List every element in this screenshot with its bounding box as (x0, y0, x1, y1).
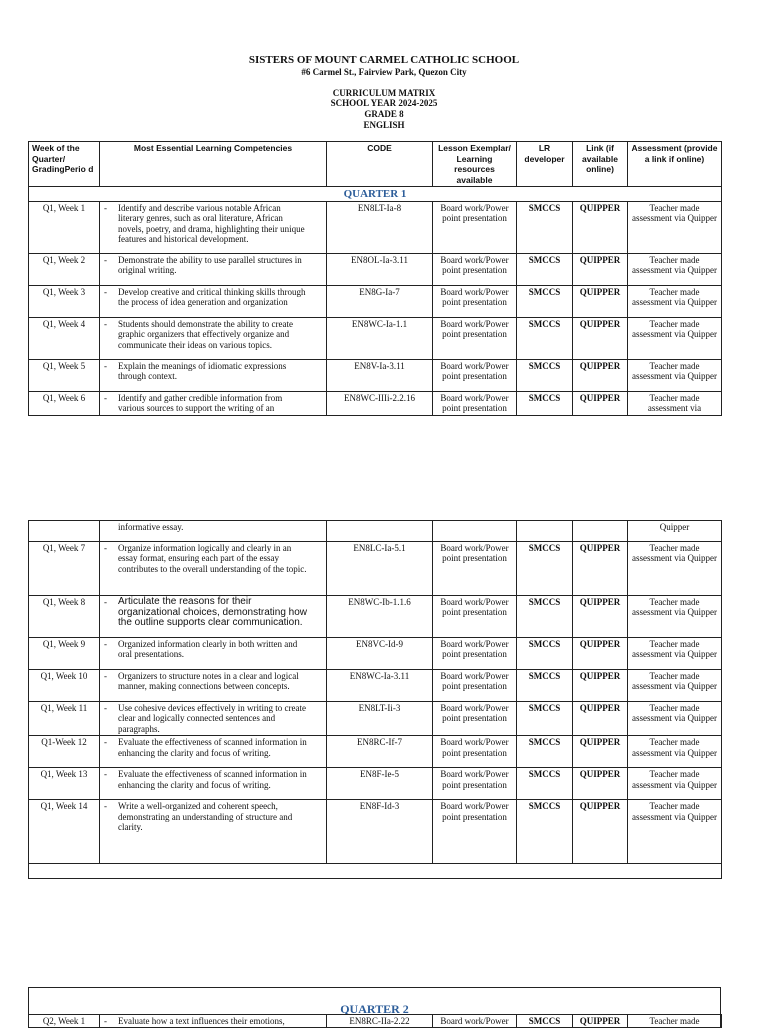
competency-text: Organize information logically and clearly in an essay format, ensuring each part of the essay contributes to the overall understanding of the topic. (118, 543, 307, 574)
code-cell: EN8RC-If-7 (327, 736, 433, 768)
lr-developer-cell: SMCCS (517, 286, 573, 318)
code-cell: EN8WC-Ia-3.11 (327, 670, 433, 702)
quarter-1-label: QUARTER 1 (29, 187, 722, 202)
assessment-cell: Teacher made assessment via Quipper (628, 670, 722, 702)
week-cell: Q1, Week 14 (29, 800, 100, 864)
assessment-cell: Teacher made assessment via Quipper (628, 736, 722, 768)
header-link: Link (if available online) (573, 142, 628, 187)
lr-developer-cell: SMCCS (517, 768, 573, 800)
link-cell: QUIPPER (573, 638, 628, 670)
competency-text: Organizers to structure notes in a clear and logical manner, making connections between concepts. (118, 671, 299, 692)
week-cell: Q1, Week 3 (29, 286, 100, 318)
table-row-empty (29, 864, 722, 879)
competency-text: Identify and gather credible information from various sources to support the writing of an (118, 393, 283, 414)
lesson-cell: Board work/Power point presentation (433, 638, 517, 670)
competency-text: Students should demonstrate the ability to create graphic organizers that effectively organize and communicate their ideas on various topics. (118, 319, 293, 350)
link-cell: QUIPPER (573, 360, 628, 392)
code-cell: EN8LT-Ii-3 (327, 702, 433, 736)
lesson-cell: Board work/Power (433, 1015, 517, 1028)
lr-developer-cell: SMCCS (517, 638, 573, 670)
lr-developer-cell: SMCCS (517, 318, 573, 360)
bullet-dash: - (104, 769, 107, 780)
bullet-dash: - (104, 203, 107, 213)
bullet-dash: - (104, 703, 107, 713)
lr-developer-cell: SMCCS (517, 596, 573, 638)
link-cell: QUIPPER (573, 768, 628, 800)
table-row (29, 736, 722, 768)
quarter-2-label: QUARTER 2 (340, 1002, 409, 1016)
link-cell: QUIPPER (573, 202, 628, 254)
bullet-dash: - (104, 597, 107, 607)
table-row (29, 638, 722, 670)
link-cell: QUIPPER (573, 392, 628, 416)
week-cell: Q1, Week 2 (29, 254, 100, 286)
link-cell: QUIPPER (573, 702, 628, 736)
week-cell: Q1, Week 8 (29, 596, 100, 638)
competency-text: informative essay. (118, 522, 184, 532)
table-row (29, 596, 722, 638)
bullet-dash: - (104, 671, 107, 681)
table-row (29, 702, 722, 736)
lr-developer-cell: SMCCS (517, 736, 573, 768)
table-row (29, 670, 722, 702)
week-cell: Q1, Week 4 (29, 318, 100, 360)
assessment-cell: Teacher made assessment via (628, 392, 722, 416)
lr-developer-cell: SMCCS (517, 254, 573, 286)
assessment-cell: Teacher made assessment via Quipper (628, 800, 722, 864)
table-row (29, 254, 722, 286)
school-name: SISTERS OF MOUNT CARMEL CATHOLIC SCHOOL (248, 54, 520, 66)
competency-text: Use cohesive devices effectively in writing to create clear and logically connected sentences and paragraphs. (118, 703, 307, 734)
code-cell: EN8LC-Ia-5.1 (327, 542, 433, 596)
assessment-cell: Quipper (628, 521, 722, 542)
link-cell: QUIPPER (573, 318, 628, 360)
lr-developer-cell: SMCCS (517, 1015, 573, 1028)
link-cell: QUIPPER (573, 670, 628, 702)
lesson-cell: Board work/Power point presentation (433, 596, 517, 638)
week-cell: Q1, Week 6 (29, 392, 100, 416)
header-lr-developer: LR developer (517, 142, 573, 187)
code-cell: EN8V-Ia-3.11 (327, 360, 433, 392)
code-cell: EN8F-Ie-5 (327, 768, 433, 800)
competency-text: Organized information clearly in both written and oral presentations. (118, 639, 298, 660)
competency-text: Evaluate how a text influences their emotions, (118, 1016, 285, 1026)
assessment-cell: Teacher made assessment via Quipper (628, 202, 722, 254)
curriculum-table-page2 (28, 520, 722, 879)
assessment-cell: Teacher made assessment via Quipper (628, 638, 722, 670)
assessment-cell: Teacher made assessment via Quipper (628, 254, 722, 286)
link-cell: QUIPPER (573, 736, 628, 768)
table-row-continuation (29, 521, 722, 542)
lesson-cell: Board work/Power point presentation (433, 800, 517, 864)
link-cell: QUIPPER (573, 800, 628, 864)
header-lesson: Lesson Exemplar/ Learning resources available (433, 142, 517, 187)
lr-developer-cell: SMCCS (517, 202, 573, 254)
link-cell: QUIPPER (573, 1015, 628, 1028)
competency-text: Identify and describe various notable African literary genres, such as oral literature, African novels, poetry, and drama, highlighting their unique features and historical development. (118, 203, 305, 245)
header-code: CODE (327, 142, 433, 187)
competency-text: Explain the meanings of idiomatic expressions through context. (118, 361, 287, 382)
lesson-cell: Board work/Power point presentation (433, 736, 517, 768)
lesson-cell: Board work/Power point presentation (433, 360, 517, 392)
table-row (29, 1015, 722, 1028)
lesson-cell: Board work/Power point presentation (433, 670, 517, 702)
code-cell: EN8F-Id-3 (327, 800, 433, 864)
lr-developer-cell: SMCCS (517, 702, 573, 736)
header-assessment: Assessment (provide a link if online) (628, 142, 722, 187)
curriculum-table-page1 (28, 141, 722, 416)
week-cell: Q1, Week 9 (29, 638, 100, 670)
table-row (29, 392, 722, 416)
curriculum-table-page3 (28, 1014, 722, 1028)
week-cell: Q1, Week 1 (29, 202, 100, 254)
competency-text: Demonstrate the ability to use parallel structures in original writing. (118, 255, 302, 276)
code-cell: EN8LT-Ia-8 (327, 202, 433, 254)
lr-developer-cell: SMCCS (517, 392, 573, 416)
assessment-cell: Teacher made assessment via Quipper (628, 768, 722, 800)
lr-developer-cell: SMCCS (517, 360, 573, 392)
week-cell: Q1, Week 5 (29, 360, 100, 392)
competency-text: Evaluate the effectiveness of scanned information in enhancing the clarity and focus of writing. (118, 769, 307, 790)
header-week: Week of the Quarter/ GradingPerio d (29, 142, 100, 187)
week-cell: Q1, Week 7 (29, 542, 100, 596)
lesson-cell: Board work/Power point presentation (433, 542, 517, 596)
link-cell: QUIPPER (573, 596, 628, 638)
bullet-dash: - (104, 361, 107, 371)
competency-text: Evaluate the effectiveness of scanned information in enhancing the clarity and focus of writing. (118, 737, 307, 758)
school-year: SCHOOL YEAR 2024-2025 (330, 98, 438, 108)
code-cell: EN8VC-Id-9 (327, 638, 433, 670)
subject: ENGLISH (363, 120, 405, 130)
assessment-cell: Teacher made (628, 1015, 722, 1028)
bullet-dash: - (104, 801, 107, 812)
lesson-cell: Board work/Power point presentation (433, 286, 517, 318)
grade-level: GRADE 8 (364, 109, 404, 119)
code-cell: EN8WC-IIIi-2.2.16 (327, 392, 433, 416)
bullet-dash: - (104, 1016, 107, 1026)
code-cell: EN8WC-Ia-1.1 (327, 318, 433, 360)
code-cell: EN8RC-IIa-2.22 (327, 1015, 433, 1028)
lr-developer-cell: SMCCS (517, 542, 573, 596)
table-row (29, 286, 722, 318)
school-address: #6 Carmel St., Fairview Park, Quezon City (301, 67, 467, 77)
table-row (29, 318, 722, 360)
link-cell: QUIPPER (573, 542, 628, 596)
assessment-cell: Teacher made assessment via Quipper (628, 702, 722, 736)
code-cell: EN8OL-Ia-3.11 (327, 254, 433, 286)
lesson-cell: Board work/Power point presentation (433, 202, 517, 254)
table-row (29, 542, 722, 596)
lesson-cell: Board work/Power point presentation (433, 702, 517, 736)
week-cell: Q1-Week 12 (29, 736, 100, 768)
competency-text: Develop creative and critical thinking skills through the process of idea generation and organization (118, 287, 306, 308)
assessment-cell: Teacher made assessment via Quipper (628, 286, 722, 318)
bullet-dash: - (104, 639, 107, 649)
bullet-dash: - (104, 255, 107, 265)
lr-developer-cell: SMCCS (517, 800, 573, 864)
code-cell: EN8G-Ia-7 (327, 286, 433, 318)
week-cell: Q1, Week 13 (29, 768, 100, 800)
week-cell: Q1, Week 10 (29, 670, 100, 702)
table-row (29, 202, 722, 254)
bullet-dash: - (104, 737, 107, 748)
table-row (29, 768, 722, 800)
assessment-cell: Teacher made assessment via Quipper (628, 360, 722, 392)
week-cell: Q2, Week 1 (29, 1015, 100, 1028)
assessment-cell: Teacher made assessment via Quipper (628, 542, 722, 596)
lesson-cell: Board work/Power point presentation (433, 392, 517, 416)
assessment-cell: Teacher made assessment via Quipper (628, 596, 722, 638)
link-cell: QUIPPER (573, 254, 628, 286)
bullet-dash: - (104, 287, 107, 297)
lesson-cell: Board work/Power point presentation (433, 254, 517, 286)
code-cell: EN8WC-Ib-1.1.6 (327, 596, 433, 638)
bullet-dash: - (104, 543, 107, 553)
table-row (29, 800, 722, 864)
document-title: CURRICULUM MATRIX (332, 88, 436, 98)
lesson-cell: Board work/Power point presentation (433, 318, 517, 360)
week-cell: Q1, Week 11 (29, 702, 100, 736)
bullet-dash: - (104, 319, 107, 329)
bullet-dash: - (104, 393, 107, 403)
table-row (29, 360, 722, 392)
competency-text: Articulate the reasons for their organizational choices, demonstrating how the outline supports clear communication. (118, 596, 307, 628)
competency-text: Write a well-organized and coherent speech, demonstrating an understanding of structure and clarity. (118, 801, 293, 833)
lesson-cell: Board work/Power point presentation (433, 768, 517, 800)
lr-developer-cell: SMCCS (517, 670, 573, 702)
assessment-cell: Teacher made assessment via Quipper (628, 318, 722, 360)
header-melc: Most Essential Learning Competencies (100, 142, 327, 187)
link-cell: QUIPPER (573, 286, 628, 318)
